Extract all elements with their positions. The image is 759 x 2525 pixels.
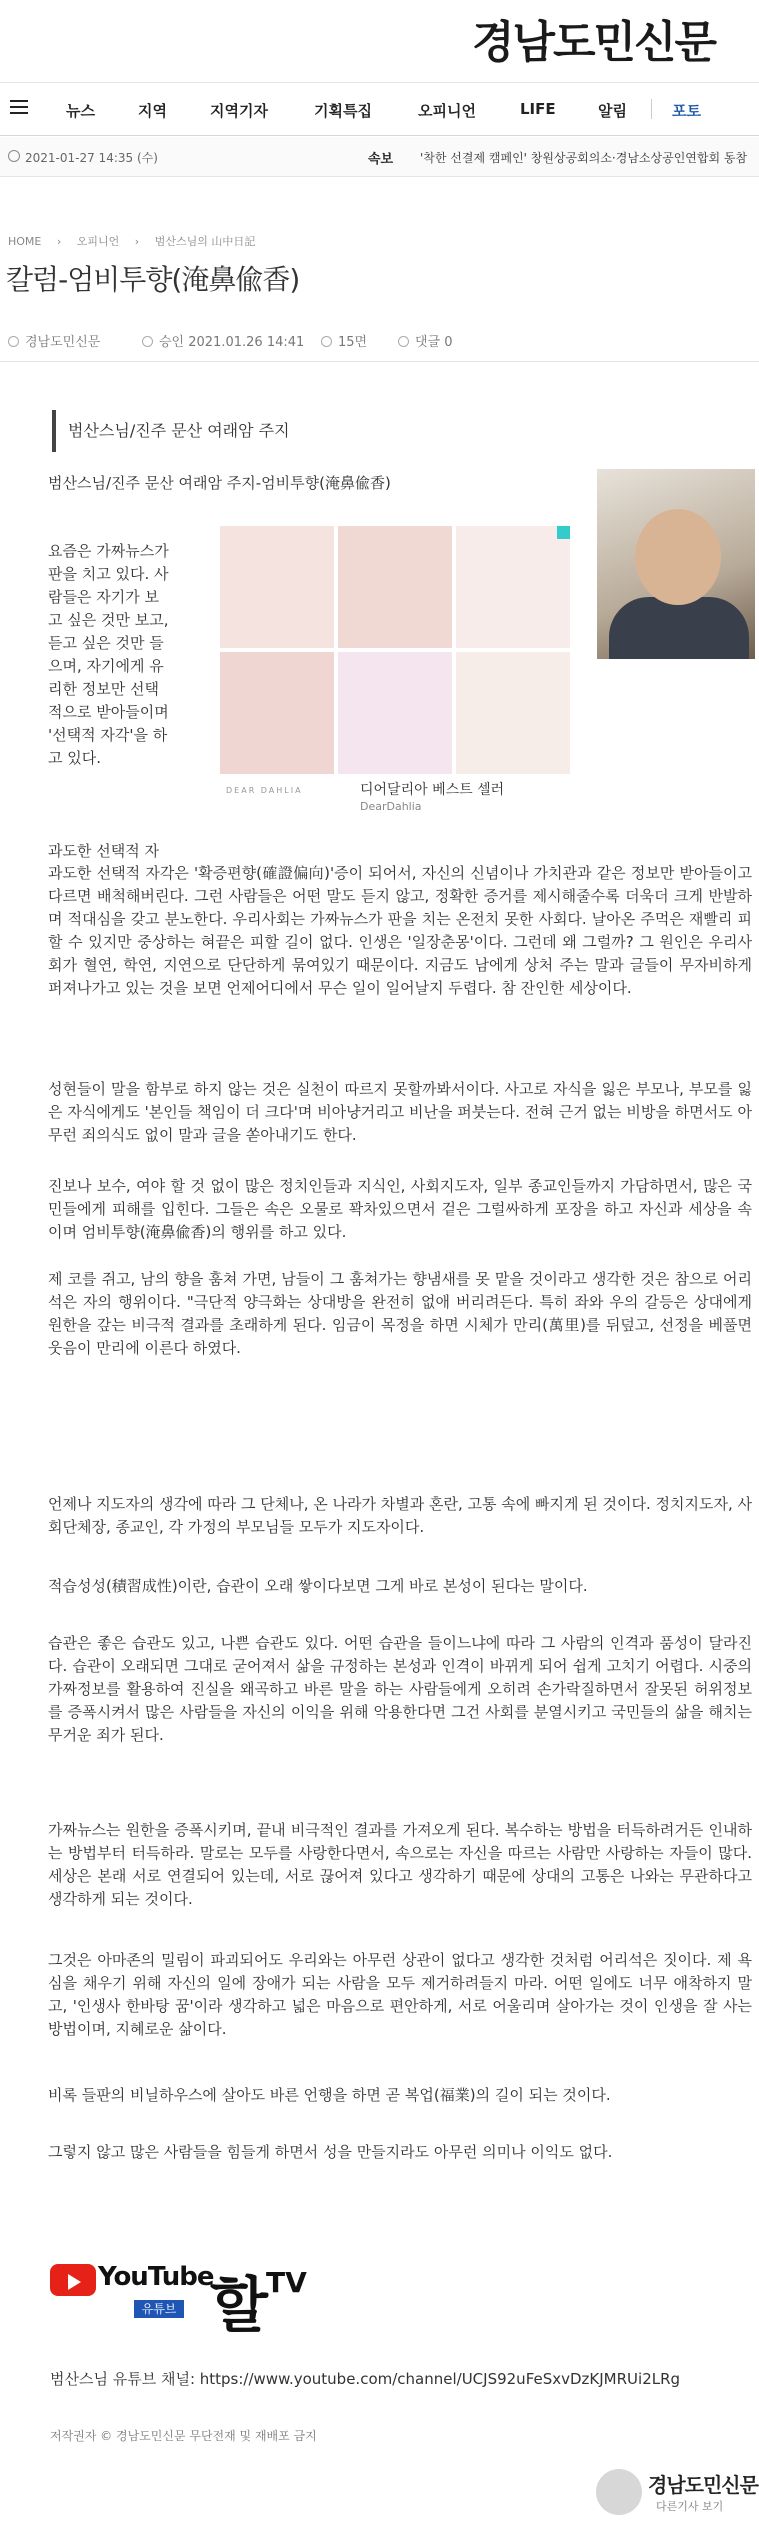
youtube-channel-link[interactable]: 범산스님 유튜브 채널: https://www.youtube.com/channel/UCJS92uFeSxvDzKJMRUi2LRg [50,2370,681,2388]
article-paragraph: 과도한 선택적 자각은 '확증편향(確證偏向)'증이 되어서, 자신의 신념이나 가치관과 같은 정보만 받아들이고 다르면 배척해버린다. 그런 사람들은 어떤 말도 듣지 않고, 정확한 증거를 제시해줄수록 더욱더 크게 반발하며 적대심을 갖고 분노한다. 우리사회는 가짜뉴스가 판을 치는 온전치 못한 사회다. 날아온 주먹은 재빨리 피할 수 있지만 중상하는 혀끝은 피할 길이 없다. 인생은 '일장춘몽'이다. 그런데 왜 그럴까? 그 원인은 우리사회가 혈연, 학연, 지연으로 단단하게 묶여있기 때문이다. 지금도 남에게 상처 주는 말과 글들이 무자비하게 퍼져나가고 있는 것을 보면 언제어디에서 무슨 일이 일어날지 두렵다. 참 잔인한 세상이다. [48,864,752,997]
nav-item-news[interactable]: 뉴스 [66,102,95,120]
article-paragraph: 그것은 아마존의 밀림이 파괴되어도 우리와는 아무런 상관이 없다고 생각한 것처럼 어리석은 짓이다. 제 욕심을 채우기 위해 자신의 일에 장애가 되는 사람을 모두 제거하려들지 마라. 어떤 일에도 너무 애착하지 말고, '인생사 한바탕 꿈'이라 생각하고 넓은 마음으로 편안하게, 서로 어울리며 살아가는 것이 인생을 잘 사는 방법이며, 지혜로운 삶이다. [48,1951,752,2038]
author-photo [597,469,755,659]
article-paragraph: 습관은 좋은 습관도 있고, 나쁜 습관도 있다. 어떤 습관을 들이느냐에 따라 그 사람의 인격과 품성이 달라진다. 습관이 오래되면 그대로 굳어져서 삶을 규정하는 본성과 인격이 바뀌게 되어 쉽게 고치기 어렵다. 시중의 가짜정보를 활용하여 진실을 왜곡하고 바른 말을 하는 사람들에게 오히려 손가락질하면서 잘못된 허위정보를 증폭시켜서 많은 사람들을 자신의 이익을 위해 악용한다면 그건 사회를 분열시키고 국민들의 삶을 해치는 무거운 죄가 된다. [48,1634,752,1744]
current-date: 2021-01-27 14:35 (수) [25,151,158,165]
hal-logo: 할 [210,2271,268,2341]
avatar [596,2469,642,2515]
nav-divider [651,99,652,119]
article-paragraph: 언제나 지도자의 생각에 따라 그 단체나, 온 나라가 차별과 혼란, 고통 속에 빠지게 된 것이다. 정치지도자, 사회단체장, 종교인, 각 가정의 부모님들 모두가 지도자이다. [48,1495,752,1536]
breadcrumb [8,233,267,249]
article-author[interactable]: 경남도민신문 [25,335,101,350]
youtube-logo[interactable]: YouTube 유튜브 [50,2262,186,2320]
breaking-ticker [0,137,759,177]
breadcrumb-section[interactable]: 범산스님의 山中日記 [154,235,256,248]
nav-item-local-reporter[interactable]: 지역기자 [210,102,268,120]
breadcrumb-home[interactable]: HOME [8,235,42,248]
ad-caption[interactable]: 디어달리아 베스트 셀러 [360,782,505,798]
article-paragraph: 적습성성(積習成性)이란, 습관이 오래 쌓이다보면 그게 바로 본성이 된다는 말이다. [48,1577,588,1595]
breaking-label: 속보 [368,152,394,167]
page-icon [321,336,332,347]
breadcrumb-sep-icon: › [56,235,62,248]
nav-item-notice[interactable]: 알림 [598,102,627,120]
article-paragraph: 진보나 보수, 여야 할 것 없이 많은 정치인들과 지식인, 사회지도자, 일부 종교인들까지 가담하면서, 많은 국민들에게 피해를 입힌다. 그들은 속은 오물로 꽉차있으면서 겉은 그럴싸하게 포장을 하고 자신과 세상을 속이며 엄비투향(淹鼻偸香)의 행위를 하고 있다. [48,1177,752,1241]
site-header [0,0,759,83]
hal-tv-label: TV [266,2266,307,2299]
page-title: 칼럼-엄비투향(淹鼻偸香) [6,263,300,296]
article-paragraph: 성현들이 말을 함부로 하지 않는 것은 실천이 따르지 못할까봐서이다. 사고로 자식을 잃은 부모나, 부모를 잃은 자식에게도 '본인들 책임이 더 크다'며 비아냥거리고 비난을 퍼붓는다. 전혀 근거 없는 비방을 하면서도 아무런 죄의식도 없이 말과 글을 쏟아내기도 한다. [48,1080,752,1144]
ad-banner[interactable] [220,526,570,818]
writer-name[interactable]: 경남도민신문 [648,2473,758,2497]
article-intro: 요즘은 가짜뉴스가 판을 치고 있다. 사 람들은 자기가 보 고 싶은 것만 보고, 듣고 싶은 것만 들 으며, 자기에게 유 리한 정보만 선택 적으로 받아들이며 '선택적 자각'을 하 고 있다. [48,542,169,767]
copyright-notice: 저작권자 © 경남도민신문 무단전재 및 재배포 금지 [50,2429,317,2443]
breadcrumb-opinion[interactable]: 오피니언 [76,235,120,248]
article-byline: 범산스님/진주 문산 여래암 주지-엄비투향(淹鼻偸香) [48,474,391,492]
more-articles-link[interactable]: 다른기사 보기 [656,2500,724,2513]
nav-item-opinion[interactable]: 오피니언 [418,102,476,120]
main-nav [0,84,759,136]
article-paragraph: 그렇지 않고 많은 사람들을 힘들게 하면서 성을 만들지라도 아무런 의미나 이익도 없다. [48,2143,613,2161]
comment-count[interactable]: 댓글 0 [415,335,453,350]
article-approved-date: 승인 2021.01.26 14:41 [159,335,305,350]
article-paragraph: 제 코를 쥐고, 남의 향을 훔쳐 가면, 남들이 그 훔쳐가는 향냄새를 못 맡을 것이라고 생각한 것은 참으로 어리석은 자의 행위이다. "극단적 양극화는 상대방을 완전히 없애 버리려든다. 특히 좌와 우의 갈등은 상대에게 원한을 갚는 비극적 결과를 초래하게 된다. 임금이 목정을 하면 시체가 만리(萬里)를 뒤덮고, 선정을 베풀면 웃음이 만리에 이른다 하였다. [48,1270,752,1357]
clock-icon [142,336,153,347]
article-paragraph: 과도한 선택적 자 [48,842,159,860]
youtube-play-icon [50,2264,96,2296]
ad-logo: DEAR DAHLIA [226,786,303,795]
breaking-headline[interactable]: '착한 선결제 캠페인' 창원상공회의소·경남소상공인연합회 동참 [420,151,748,165]
site-logo[interactable]: 경남도민신문 [471,17,715,68]
ad-brand: DearDahlia [360,800,422,813]
article-page: 15면 [338,335,368,350]
nav-item-life[interactable]: LIFE [520,100,556,118]
nav-item-photo[interactable]: 포토 [672,102,701,120]
comment-icon [398,336,409,347]
ad-choices-icon[interactable] [557,526,570,539]
nav-item-features[interactable]: 기획특집 [314,102,372,120]
article-paragraph: 비록 들판의 비닐하우스에 살아도 바른 언행을 하면 곧 복업(福業)의 길이 되는 것이다. [48,2086,611,2104]
nav-item-region[interactable]: 지역 [138,102,167,120]
article-paragraph: 가짜뉴스는 원한을 증폭시키며, 끝내 비극적인 결과를 가져오게 된다. 복수하는 방법을 터득하려거든 인내하는 방법부터 터득하라. 말로는 모두를 사랑한다면서, 속으로는 자신을 따르는 사람만 사랑하는 자들이 많다. 세상은 본래 서로 연결되어 있는데, 서로 끊어져 있다고 생각하기 때문에 상대의 고통은 나와는 무관하다고 생각하게 되는 것이다. [48,1821,752,1908]
clock-icon [8,150,20,162]
article-meta [0,322,759,362]
menu-icon[interactable] [10,100,28,114]
user-icon [8,336,19,347]
article-summary: 범산스님/진주 문산 여래암 주지 [52,410,712,452]
breadcrumb-sep-icon: › [134,235,140,248]
writer-box[interactable] [590,2465,759,2520]
youtube-kr-badge: 유튜브 [134,2300,184,2318]
